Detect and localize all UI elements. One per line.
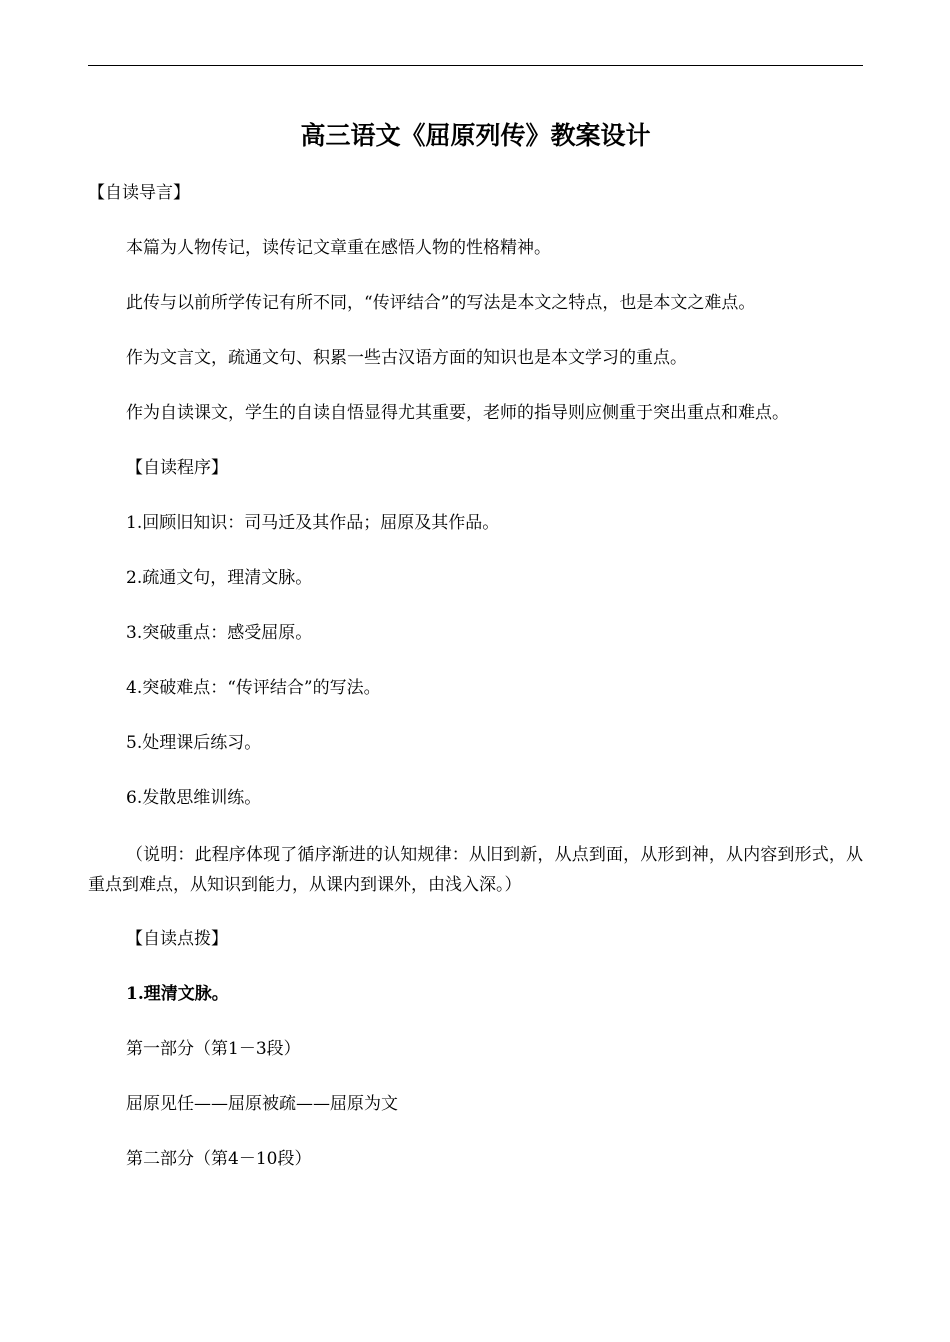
procedure-note: （说明：此程序体现了循序渐进的认知规律：从旧到新，从点到面，从形到神，从内容到形式，从重点到难点，从知识到能力，从课内到课外，由浅入深。） xyxy=(88,845,863,895)
procedure-step-1: 1.回顾旧知识：司马迁及其作品；屈原及其作品。 xyxy=(126,513,500,533)
part-1-outline: 屈原见任——屈原被疏——屈原为文 xyxy=(126,1094,398,1114)
procedure-step-2: 2.疏通文句，理清文脉。 xyxy=(126,568,313,588)
part-2-label: 第二部分（第4－10段） xyxy=(126,1149,312,1169)
intro-paragraph-2: 此传与以前所学传记有所不同，“传评结合”的写法是本文之特点，也是本文之难点。 xyxy=(126,293,756,313)
procedure-step-5: 5.处理课后练习。 xyxy=(126,733,262,753)
section-heading-guidance: 【自读点拨】 xyxy=(126,929,228,949)
intro-paragraph-3: 作为文言文，疏通文句、积累一些古汉语方面的知识也是本文学习的重点。 xyxy=(126,348,687,368)
part-1-label: 第一部分（第1－3段） xyxy=(126,1039,301,1059)
intro-paragraph-4: 作为自读课文，学生的自读自悟显得尤其重要，老师的指导则应侧重于突出重点和难点。 xyxy=(126,403,789,423)
document-title: 高三语文《屈原列传》教案设计 xyxy=(300,121,651,150)
section-heading-procedure: 【自读程序】 xyxy=(126,458,228,478)
intro-paragraph-1: 本篇为人物传记，读传记文章重在感悟人物的性格精神。 xyxy=(126,238,551,258)
procedure-step-6: 6.发散思维训练。 xyxy=(126,788,262,808)
guidance-point-1-heading: 1.理清文脉。 xyxy=(126,984,229,1004)
procedure-step-3: 3.突破重点：感受屈原。 xyxy=(126,623,313,643)
section-heading-intro: 【自读导言】 xyxy=(88,183,190,203)
procedure-step-4: 4.突破难点：“传评结合”的写法。 xyxy=(126,678,381,698)
header-rule xyxy=(88,65,863,66)
